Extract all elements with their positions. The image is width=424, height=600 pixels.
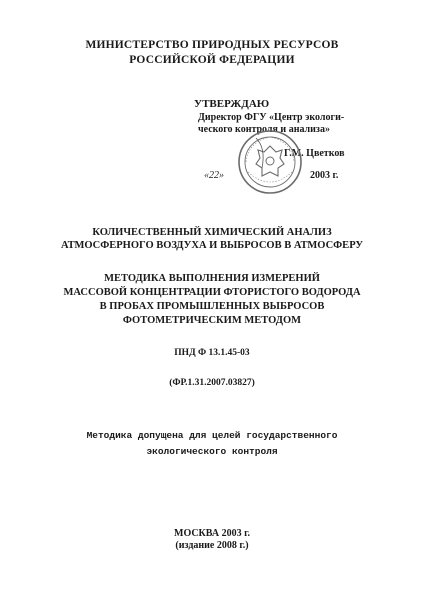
document-code: ПНД Ф 13.1.45-03 xyxy=(174,348,250,358)
method-title xyxy=(0,272,424,328)
approval-date-prefix: «22» xyxy=(204,170,224,181)
subject-line-2: АТМОСФЕРНОГО ВОЗДУХА И ВЫБРОСОВ В АТМОСФЕРУ xyxy=(60,240,364,251)
ministry-line-1: МИНИСТЕРСТВО ПРИРОДНЫХ РЕСУРСОВ xyxy=(85,39,339,51)
publication-footer xyxy=(0,528,424,552)
method-line-1: МЕТОДИКА ВЫПОЛНЕНИЯ ИЗМЕРЕНИЙ xyxy=(104,273,320,284)
approval-year: 2003 г. xyxy=(310,170,339,181)
approval-signer: Г.М. Цветков xyxy=(284,148,345,159)
method-line-3: В ПРОБАХ ПРОМЫШЛЕННЫХ ВЫБРОСОВ xyxy=(99,301,325,312)
note-line-1: Методика допущена для целей государственного xyxy=(86,430,338,441)
note-line-2: экологического контроля xyxy=(146,446,278,457)
footer-edition: (издание 2008 г.) xyxy=(175,540,249,551)
subject-line-1: КОЛИЧЕСТВЕННЫЙ ХИМИЧЕСКИЙ АНАЛИЗ xyxy=(92,227,332,238)
registration-code: (ФР.1.31.2007.03827) xyxy=(169,378,255,388)
method-line-4: ФОТОМЕТРИЧЕСКИМ МЕТОДОМ xyxy=(122,315,302,326)
approval-position-line-2: ческого контроля и анализа» xyxy=(198,124,330,135)
method-line-2: МАССОВОЙ КОНЦЕНТРАЦИИ ФТОРИСТОГО ВОДОРОДА xyxy=(63,287,361,298)
footer-city-year: МОСКВА 2003 г. xyxy=(174,528,250,539)
approval-heading: УТВЕРЖДАЮ xyxy=(194,98,270,110)
ministry-header xyxy=(0,38,424,68)
approval-position-line-1: Директор ФГУ «Центр экологи- xyxy=(198,112,345,123)
subject-title xyxy=(0,226,424,252)
ministry-line-2: РОССИЙСКОЙ ФЕДЕРАЦИИ xyxy=(129,54,295,66)
approval-note xyxy=(0,428,424,460)
official-seal-icon xyxy=(236,128,304,196)
